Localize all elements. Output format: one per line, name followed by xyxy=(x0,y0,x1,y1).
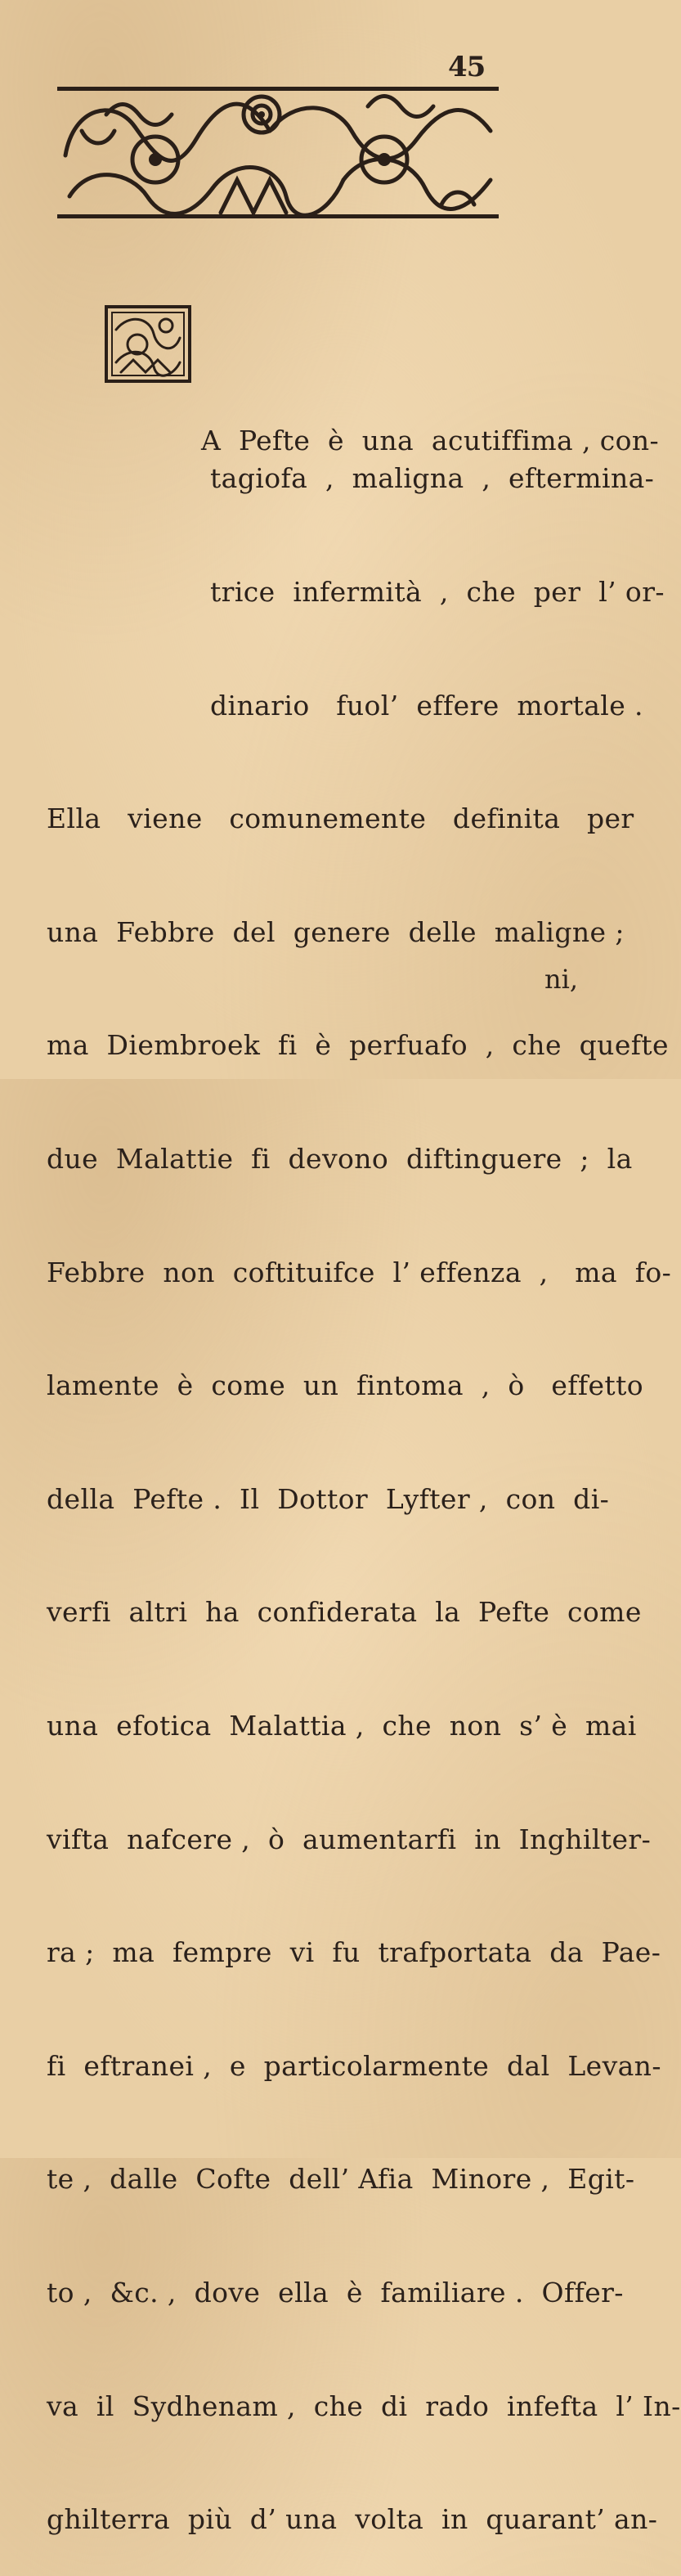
text-line: va il Sydhenam , che di rado infefta l’ In- xyxy=(47,2389,681,2422)
text-line: Ella viene comunemente definita per xyxy=(47,802,634,835)
text-line: lamente è come un fintoma , ò effetto xyxy=(47,1369,643,1402)
catchword: ni, xyxy=(544,964,579,995)
text-line: verfi altri ha confiderata la Pefte come xyxy=(47,1596,642,1629)
text-line: ma Diembroek fi è perfuafo , che quefte xyxy=(47,1029,669,1062)
text-line: tagiofa , maligna , eftermina- xyxy=(210,462,655,495)
text-line: trice infermità , che per l’ or- xyxy=(210,576,665,608)
text-line: Febbre non coftituifce l’ effenza , ma fo- xyxy=(47,1256,672,1288)
text-line: ra ; ma fempre vi fu trafportata da Pae- xyxy=(47,1936,661,1969)
text-line: due Malattie fi devono diftinguere ; la xyxy=(47,1142,633,1175)
text-line: una efotica Malattia , che non s’ è mai xyxy=(47,1709,637,1742)
text-line: A Pefte è una acutiffima , con- xyxy=(201,425,660,457)
text-line: ghilterra più d’ una volta in quarant’ an- xyxy=(47,2503,658,2536)
text-line: to , &c. , dove ella è familiare . Offer- xyxy=(47,2276,624,2309)
ornamental-headpiece xyxy=(57,82,499,223)
text-line: vifta nafcere , ò aumentarfi in Inghilter- xyxy=(47,1823,652,1855)
text-line: una Febbre del genere delle maligne ; xyxy=(47,915,625,948)
page-number: 45 xyxy=(448,51,486,83)
text-line: della Pefte . Il Dottor Lyfter , con di- xyxy=(47,1482,610,1515)
text-line: fi eftranei , e particolarmente dal Levan- xyxy=(47,2049,661,2082)
text-line: te , dalle Cofte dell’ Afia Minore , Egit- xyxy=(47,2163,635,2196)
text-line: dinario fuol’ effere mortale . xyxy=(210,689,643,722)
body-text xyxy=(47,384,681,2576)
